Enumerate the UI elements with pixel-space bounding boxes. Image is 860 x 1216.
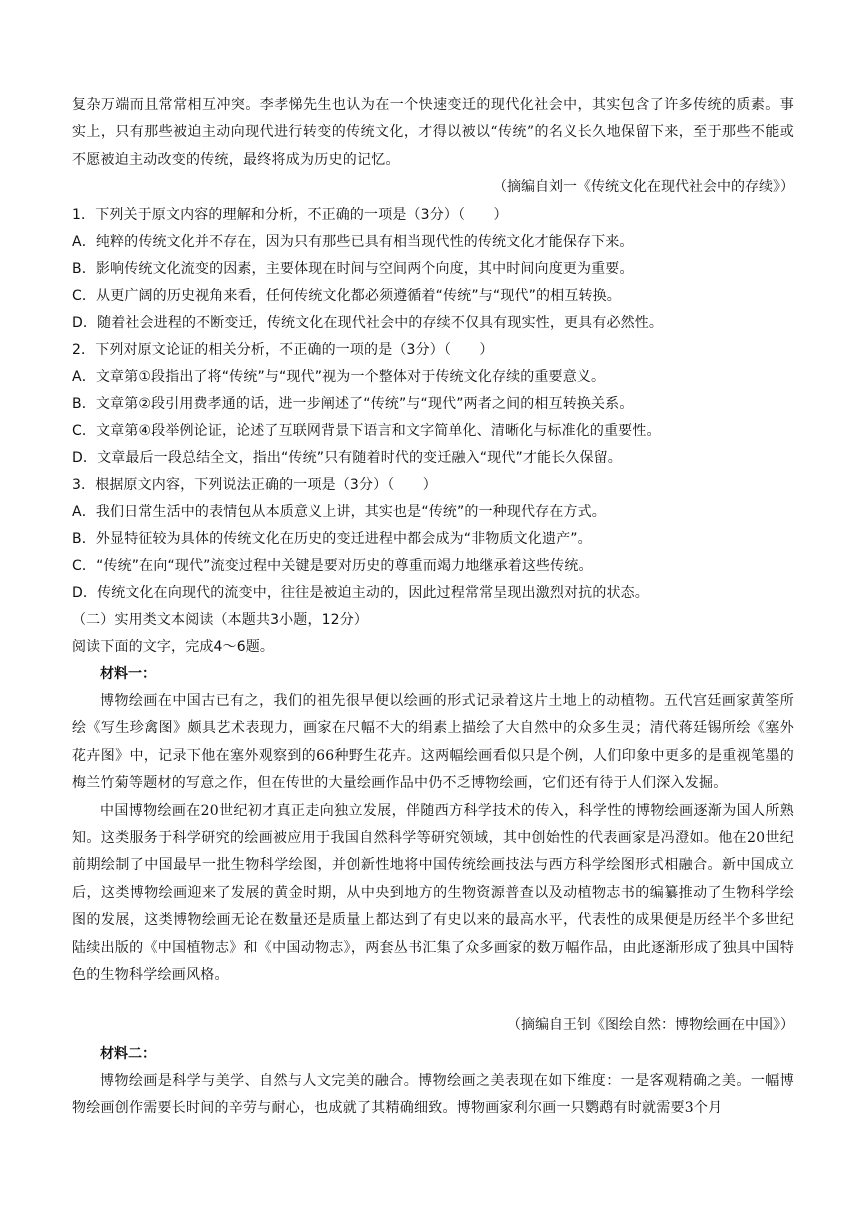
question-option: A．我们日常生活中的表情包从本质意义上讲，其实也是“传统”的一种现代存在方式。 (72, 504, 606, 520)
question-option: B．文章第②段引用费孝通的话，进一步阐述了“传统”与“现代”两者之间的相互转换关系。 (72, 396, 634, 412)
question-option: B．影响传统文化流变的因素，主要体现在时间与空间两个向度，其中时间向度更为重要。 (72, 261, 634, 277)
material-heading: 材料二： (100, 1046, 156, 1062)
question-option: C．从更广阔的历史视角来看，任何传统文化都必须遵循着“传统”与“现代”的相互转换。 (72, 288, 621, 304)
question-stem: 1．下列关于原文内容的理解和分析，不正确的一项是（3分）（ ） (72, 207, 508, 223)
passage1-source-wrap (72, 174, 794, 201)
material-paragraph: 博物绘画是科学与美学、自然与人文完美的融合。博物绘画之美表现在如下维度：一是客观精确之美。一幅博物绘画创作需要长时间的辛劳与耐心，也成就了其精确细致。博物画家利尔画一只鹦鹉有时就需要3个月 (72, 1073, 794, 1117)
section-2-header (72, 607, 794, 661)
material-paragraph: 中国博物绘画在20世纪初才真正走向独立发展，伴随西方科学技术的传入，科学性的博物绘画逐渐为国人所熟知。这类服务于科学研究的绘画被应用于我国自然科学等研究领域，其中创始性的代表画家是冯澄如。他在20世纪前期绘制了中国最早一批生物科学绘图，并创新性地将中国传统绘画技法与西方科学绘图形式相融合。新中国成立后，这类博物绘画迎来了发展的黄金时期，从中央到地方的生物资源普查以及动植物志书的编纂推动了生物科学绘图的发展，这类博物绘画无论在数量还是质量上都达到了有史以来的最高水平，代表性的成果便是历经半个多世纪陆续出版的《中国植物志》和《中国动物志》，两套丛书汇集了众多画家的数万幅作品，由此逐渐形成了独具中国特色的生物科学绘画风格。 (72, 802, 794, 984)
question-option: A．纯粹的传统文化并不存在，因为只有那些已具有相当现代性的传统文化才能保存下来。 (72, 234, 634, 250)
question-option: D．随着社会进程的不断变迁，传统文化在现代社会中的存续不仅具有现实性，更具有必然性。 (72, 315, 664, 331)
section-instruction: 阅读下面的文字，完成4～6题。 (72, 639, 275, 655)
question-2 (72, 337, 794, 472)
question-1 (72, 202, 794, 337)
question-option: C．“传统”在向“现代”流变过程中关键是要对历史的尊重而竭力地继承着这些传统。 (72, 558, 593, 574)
question-option: C．文章第④段举例论证，论述了互联网背景下语言和文字简单化、清晰化与标准化的重要性。 (72, 423, 661, 439)
material-paragraph: 博物绘画在中国古已有之，我们的祖先很早便以绘画的形式记录着这片土地上的动植物。五代宫廷画家黄筌所绘《写生珍禽图》颇具艺术表现力，画家在尺幅不大的绢素上描绘了大自然中的众多生灵；清代蒋廷锡所绘《塞外花卉图》中，记录下他在塞外观察到的66种野生花卉。这两幅绘画看似只是个例，人们印象中更多的是重视笔墨的梅兰竹菊等题材的写意之作，但在传世的大量绘画作品中仍不乏博物绘画，它们还有待于人们深入发掘。 (72, 693, 794, 792)
question-3 (72, 472, 794, 607)
question-stem: 2．下列对原文论证的相关分析，不正确的一项的是（3分）（ ） (72, 342, 494, 358)
question-option: A．文章第①段指出了将“传统”与“现代”视为一个整体对于传统文化存续的重要意义。 (72, 369, 606, 385)
material-2 (72, 1041, 794, 1123)
question-option: D．传统文化在向现代的流变中，往往是被迫主动的，因此过程常常呈现出激烈对抗的状态。 (72, 585, 649, 601)
section-title: （二）实用类文本阅读（本题共3小题，12分） (72, 612, 369, 628)
material-heading: 材料一： (100, 666, 156, 682)
passage1-tail (72, 92, 794, 174)
material-1-source-wrap (72, 1012, 794, 1039)
question-stem: 3．根据原文内容，下列说法正确的一项是（3分）（ ） (72, 477, 437, 493)
passage1-paragraph: 复杂万端而且常常相互冲突。李孝悌先生也认为在一个快速变迁的现代化社会中，其实包含了许多传统的质素。事实上，只有那些被迫主动向现代进行转变的传统文化，才得以被以“传统”的名义长久地保留下来，至于那些不能或不愿被迫主动改变的传统，最终将成为历史的记忆。 (72, 97, 794, 168)
material-1 (72, 661, 794, 989)
passage1-source: （摘编自刘一《传统文化在现代社会中的存续》） (493, 179, 794, 195)
material-source: （摘编自王钊《图绘自然：博物绘画在中国》） (507, 1017, 794, 1033)
question-option: D．文章最后一段总结全文，指出“传统”只有随着时代的变迁融入“现代”才能长久保留。 (72, 450, 622, 466)
question-option: B．外显特征较为具体的传统文化在历史的变迁进程中都会成为“非物质文化遗产”。 (72, 531, 592, 547)
